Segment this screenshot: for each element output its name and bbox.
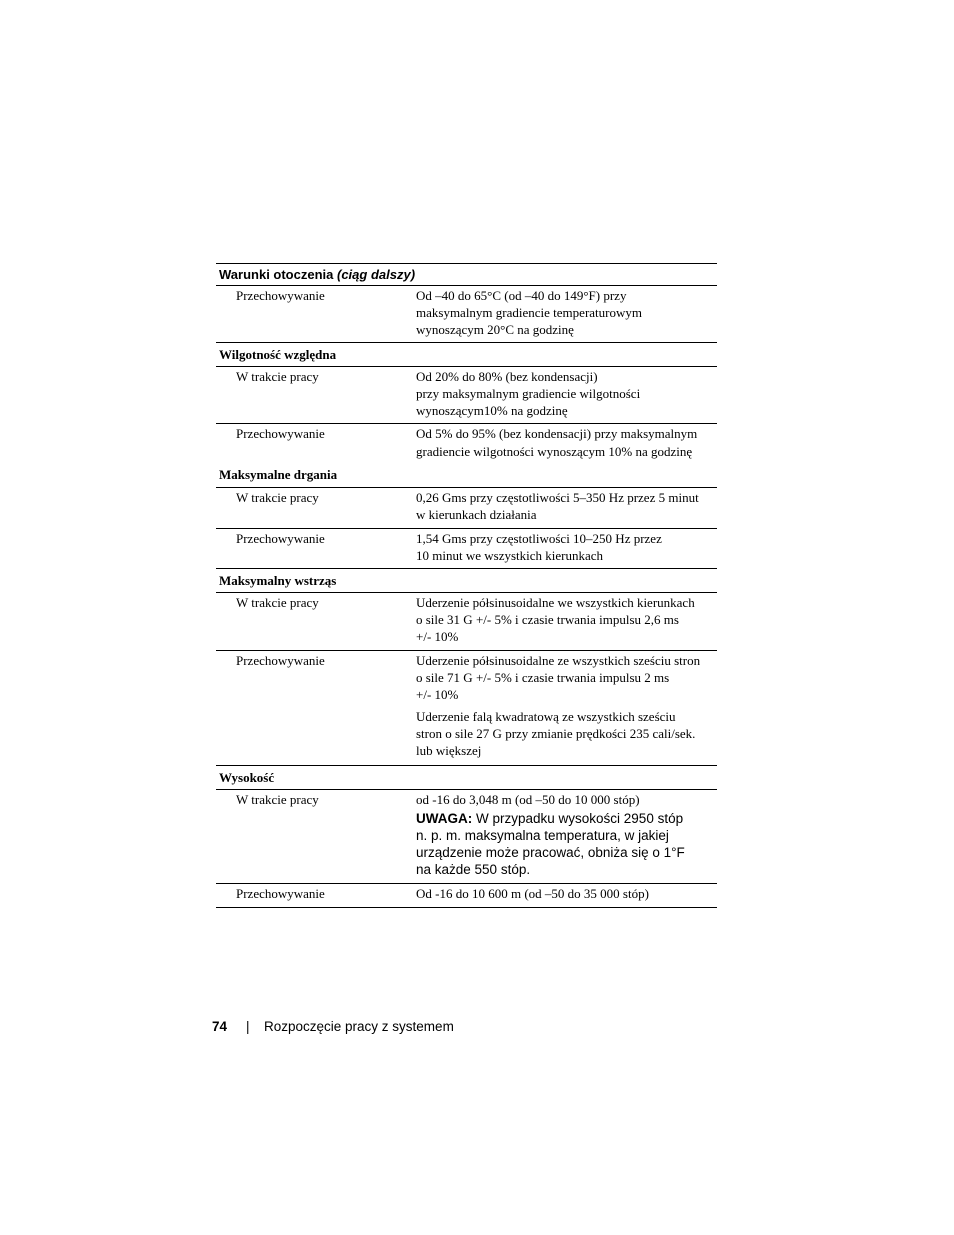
table-row	[216, 424, 717, 466]
row-value: Od 20% do 80% (bez kondensacji) przy maksymalnym gradiencie wilgotności wynoszącym10% na godzinę	[416, 369, 641, 418]
row-value: Od -16 do 10 600 m (od –50 do 35 000 stóp)	[416, 886, 649, 901]
row-value: Uderzenie półsinusoidalne ze wszystkich sześciu stron o sile 71 G +/- 5% i czasie trwania impulsu 2 ms +/- 10% Uderzenie falą kwadratową ze wszystkich sześciu stron o sile 27 G przy zmianie prędkości 235 cali/sek. lub większej	[416, 653, 701, 758]
page-footer	[212, 1019, 454, 1034]
footer-separator: |	[246, 1019, 250, 1034]
row-label: Przechowywanie	[236, 288, 325, 303]
page-number: 74	[212, 1019, 228, 1034]
group-title-vibration: Maksymalne drgania	[216, 466, 717, 488]
table-row	[216, 488, 717, 529]
table-row	[216, 790, 717, 884]
group-title-altitude: Wysokość	[216, 766, 717, 790]
row-value: 1,54 Gms przy częstotliwości 10–250 Hz przez 10 minut we wszystkich kierunkach	[416, 531, 662, 563]
row-label: Przechowywanie	[236, 653, 325, 668]
note-box: UWAGA: W przypadku wysokości 2950 stóp n. p. m. maksymalna temperatura, w jakiej urządzenie może pracować, obniża się o 1°F na każde 550 stóp.	[416, 811, 685, 877]
table-row	[216, 593, 717, 651]
row-label: W trakcie pracy	[236, 595, 319, 610]
header-title: Warunki otoczenia	[219, 267, 334, 282]
group-title-humidity: Wilgotność względna	[216, 343, 717, 367]
row-value: 0,26 Gms przy częstotliwości 5–350 Hz przez 5 minut w kierunkach działania	[416, 490, 699, 522]
group-title-shock: Maksymalny wstrząs	[216, 569, 717, 593]
environment-spec-table	[216, 263, 717, 908]
row-value: od -16 do 3,048 m (od –50 do 10 000 stóp) UWAGA: W przypadku wysokości 2950 stóp n. p. m. maksymalna temperatura, w jakiej urządzenie może pracować, obniża się o 1°F na każde 550 stóp.	[416, 791, 717, 883]
row-label: Przechowywanie	[236, 886, 325, 901]
row-label: W trakcie pracy	[236, 490, 319, 505]
row-label: W trakcie pracy	[236, 792, 319, 807]
row-value: Od 5% do 95% (bez kondensacji) przy maksymalnym gradiencie wilgotności wynoszącym 10% na godzinę	[416, 426, 698, 459]
table-row	[216, 884, 717, 907]
table-row	[216, 529, 717, 569]
table-header	[216, 263, 717, 286]
note-label: UWAGA:	[416, 811, 473, 826]
row-label: Przechowywanie	[236, 531, 325, 546]
row-value: Uderzenie półsinusoidalne we wszystkich kierunkach o sile 31 G +/- 5% i czasie trwania impulsu 2,6 ms +/- 10%	[416, 595, 695, 644]
table-row	[216, 286, 717, 343]
row-label: W trakcie pracy	[236, 369, 319, 384]
row-value: Od –40 do 65°C (od –40 do 149°F) przy maksymalnym gradiencie temperaturowym wynoszącym 20°C na godzinę	[416, 288, 642, 337]
footer-title: Rozpoczęcie pracy z systemem	[264, 1019, 454, 1034]
header-continued: (ciąg dalszy)	[337, 267, 416, 282]
table-row	[216, 367, 717, 424]
table-row	[216, 651, 717, 766]
row-label: Przechowywanie	[236, 426, 325, 441]
